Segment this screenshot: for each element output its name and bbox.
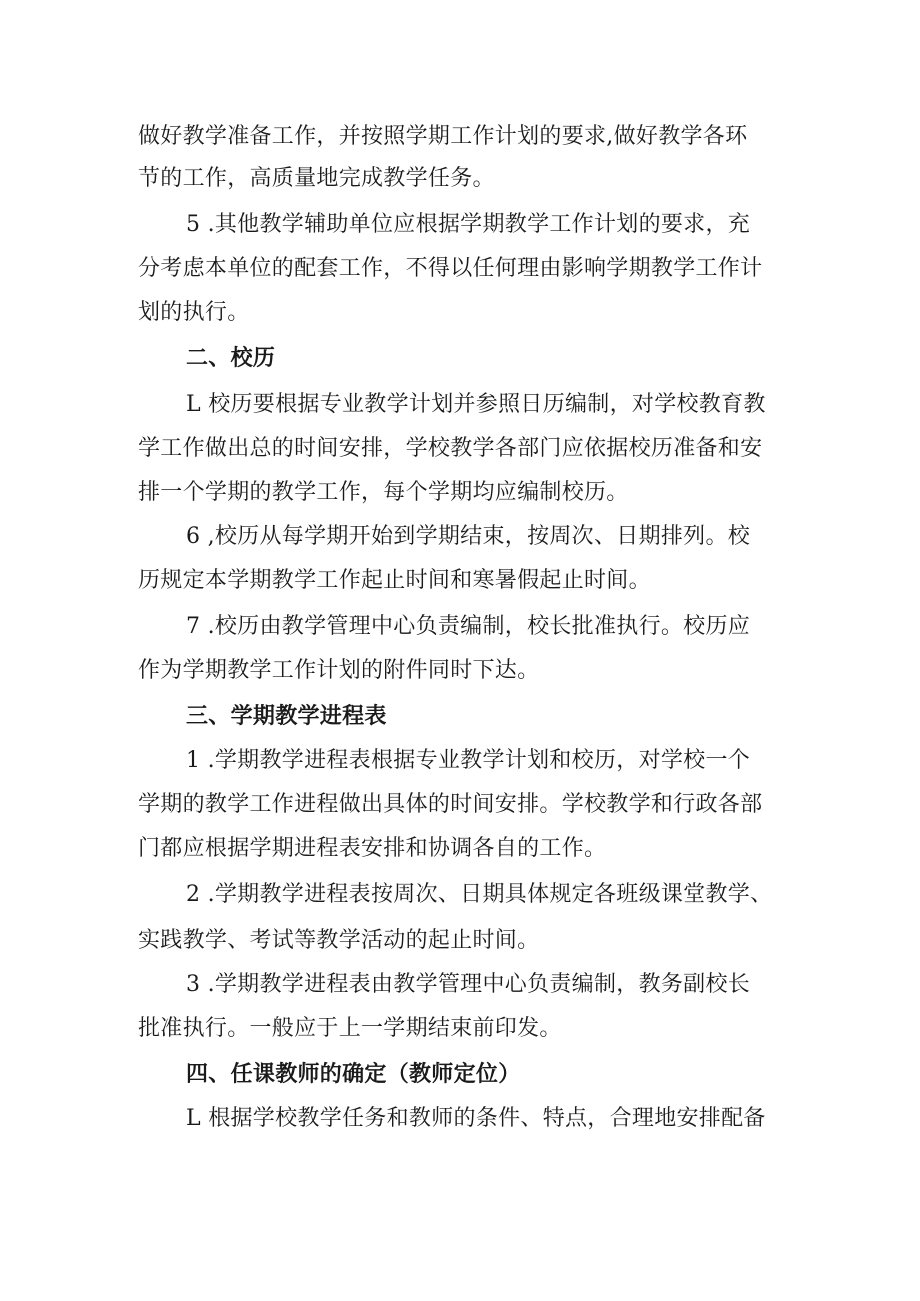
text-line: 分考虑本单位的配套工作，不得以任何理由影响学期教学工作计 [138,256,763,281]
text-line: 学期的教学工作进程做出具体的时间安排。学校教学和行政各部 [138,792,763,817]
section-heading: 二、校历 [186,346,276,371]
text-line: 作为学期教学工作计划的附件同时下达。 [138,658,540,683]
text-line: 2 .学期教学进程表按周次、日期具体规定各班级课堂教学、 [186,882,773,907]
text-line: L 根据学校教学任务和教师的条件、特点，合理地安排配备 [186,1106,766,1131]
text-line: 排一个学期的教学工作，每个学期均应编制校历。 [138,480,629,505]
text-line: 节的工作，高质量地完成教学任务。 [138,166,495,191]
text-line: 学工作做出总的时间安排，学校教学各部门应依据校历准备和安 [138,436,763,461]
text-line: 3 .学期教学进程表由教学管理中心负责编制，教务副校长 [186,972,751,997]
section-heading: 四、任课教师的确定（教师定位） [186,1062,521,1087]
text-line: L 校历要根据专业教学计划并参照日历编制，对学校教育教 [186,392,766,417]
text-line: 划的执行。 [138,300,250,325]
text-line: 做好教学准备工作，并按照学期工作计划的要求,做好教学各环 [138,124,748,149]
text-line: 5 .其他教学辅助单位应根据学期教学工作计划的要求，充 [186,212,751,237]
section-heading: 三、学期教学进程表 [186,704,387,729]
text-line: 历规定本学期教学工作起止时间和寒暑假起止时间。 [138,568,651,593]
text-line: 批准执行。一般应于上一学期结束前印发。 [138,1016,562,1041]
text-line: 门都应根据学期进程表安排和协调各自的工作。 [138,836,607,861]
text-line: 6 ,校历从每学期开始到学期结束，按周次、日期排列。校 [186,524,751,549]
text-line: 实践教学、考试等教学活动的起止时间。 [138,928,540,953]
text-line: 1 .学期教学进程表根据专业教学计划和校历，对学校一个 [186,748,751,773]
text-line: 7 .校历由教学管理中心负责编制，校长批准执行。校历应 [186,614,751,639]
